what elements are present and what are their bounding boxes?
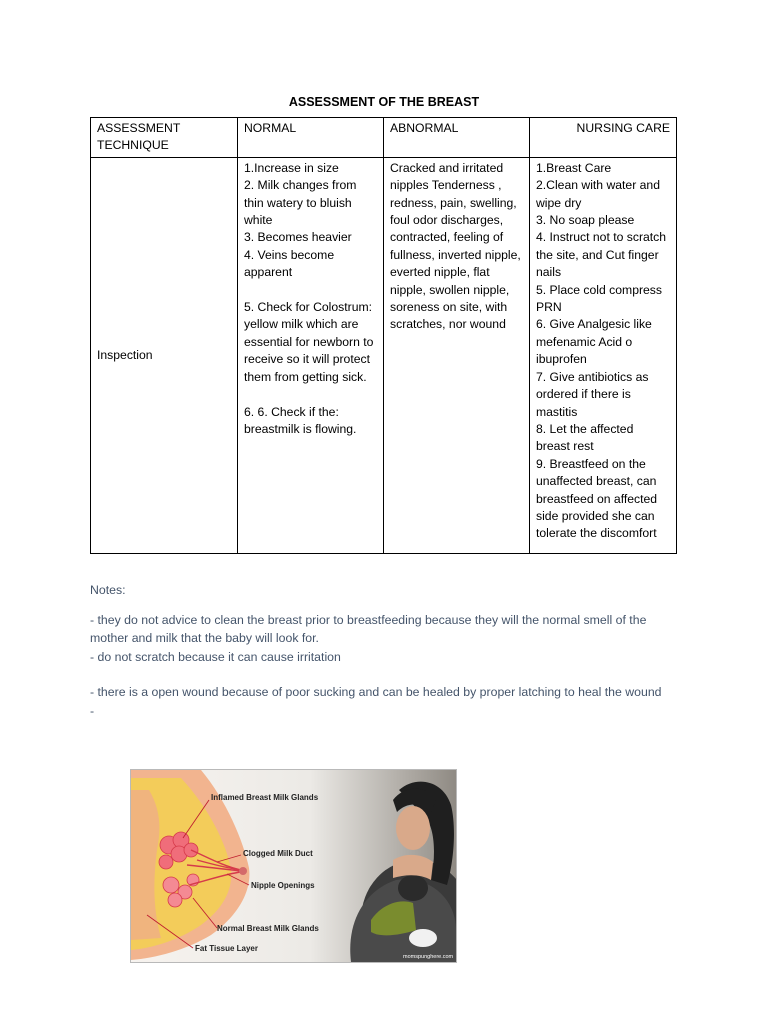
note-line: - there is a open wound because of poor sucking and can be healed by proper latching to heal the wound [90,685,662,699]
header-normal: NORMAL [238,118,384,158]
cell-nursing-care: 1.Breast Care 2.Clean with water and wipe dry 3. No soap please 4. Instruct not to scratch the site, and Cut finger nails 5. Place cold compress PRN 6. Give Analgesic like mefenamic Acid o ibuprofen 7. Give antibiotics as ordered if there is mastitis 8. Let the affected breast rest 9. Breastfeed on the unaffected breast, can breastfeed on affected side provided she can tolerate the discomfort [530,157,677,553]
table-header-row [91,118,677,158]
notes-heading: Notes: [90,583,126,597]
note-line: - they do not advice to clean the breast prior to breastfeeding because they will the normal smell of the mother and milk that the baby will look for. [90,612,647,645]
label-nipple-openings: Nipple Openings [251,881,315,890]
document-title: ASSESSMENT OF THE BREAST [288,95,480,109]
assessment-table [90,117,677,554]
watermark-text: momspunghere.com [403,954,454,960]
label-normal-glands: Normal Breast Milk Glands [217,924,319,933]
notes-section [90,581,680,720]
header-abnormal: ABNORMAL [384,118,530,158]
label-clogged-duct: Clogged Milk Duct [243,849,313,858]
cell-normal: 1.Increase in size 2. Milk changes from thin watery to bluish white 3. Becomes heavier 4. Veins become apparent 5. Check for Colostrum: yellow milk which are essential for newborn to receive so it will protect them from getting sick. 6. 6. Check if the: breastmilk is flowing. [238,157,384,553]
breast-anatomy-illustration [130,769,457,963]
header-nursing-care: NURSING CARE [530,118,677,158]
label-inflamed-glands: Inflamed Breast Milk Glands [211,793,319,802]
label-fat-tissue: Fat Tissue Layer [195,944,258,953]
cell-technique: Inspection [91,157,238,553]
watermark-badge [409,929,437,947]
mother-face [396,806,430,850]
cell-abnormal: Cracked and irritated nipples Tenderness , redness, pain, swelling, foul odor discharges, contracted, feeling of fullness, inverted nipple, everted nipple, flat nipple, swollen nipple, soreness on site, with scratches, nor wound [384,157,530,553]
table-row [91,157,677,553]
note-line: - [90,703,95,718]
baby-head [398,875,428,901]
header-assessment-technique: ASSESSMENT TECHNIQUE [91,118,238,158]
note-line: - do not scratch because it can cause irritation [90,649,341,664]
nipple [239,867,247,875]
